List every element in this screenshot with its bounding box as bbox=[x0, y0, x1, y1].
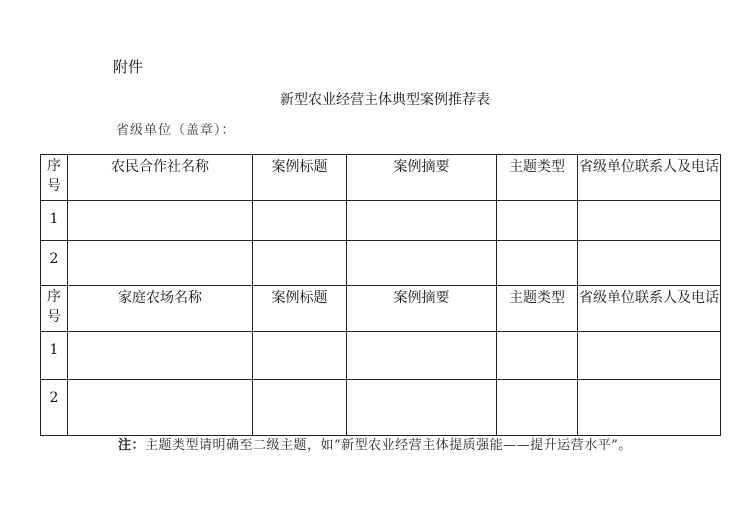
table-cell bbox=[68, 201, 253, 241]
table-cell bbox=[497, 241, 578, 286]
contact-header: 省级单位联系人及电话 bbox=[578, 286, 721, 332]
table-cell bbox=[68, 332, 253, 380]
table-cell bbox=[68, 380, 253, 436]
table-row bbox=[41, 241, 721, 286]
note-text: 主题类型请明确至二级主题，如“新型农业经营主体提质强能——提升运营水平”。 bbox=[145, 438, 632, 453]
row-number: 1 bbox=[41, 332, 68, 380]
table-row bbox=[41, 201, 721, 241]
case-title-header: 案例标题 bbox=[253, 155, 347, 201]
table-cell bbox=[253, 201, 347, 241]
case-summary-header: 案例摘要 bbox=[347, 155, 497, 201]
coop-name-header: 农民合作社名称 bbox=[68, 155, 253, 201]
row-number: 2 bbox=[41, 241, 68, 286]
table-cell bbox=[497, 332, 578, 380]
table-cell bbox=[347, 241, 497, 286]
document-title: 新型农业经营主体典型案例推荐表 bbox=[280, 92, 490, 108]
table-cell bbox=[497, 201, 578, 241]
table-cell bbox=[578, 201, 721, 241]
table-cell bbox=[347, 201, 497, 241]
table-cell bbox=[253, 332, 347, 380]
table-header-row bbox=[41, 155, 721, 201]
table-header-row bbox=[41, 286, 721, 332]
recommendation-table bbox=[40, 154, 721, 436]
table-cell bbox=[578, 241, 721, 286]
seq-header: 序号 bbox=[41, 286, 68, 332]
table-cell bbox=[347, 332, 497, 380]
farm-name-header: 家庭农场名称 bbox=[68, 286, 253, 332]
contact-header: 省级单位联系人及电话 bbox=[578, 155, 721, 201]
table-cell bbox=[497, 380, 578, 436]
table-cell bbox=[578, 332, 721, 380]
seq-header: 序号 bbox=[41, 155, 68, 201]
case-title-header: 案例标题 bbox=[253, 286, 347, 332]
table-cell bbox=[578, 380, 721, 436]
row-number: 1 bbox=[41, 201, 68, 241]
footnote bbox=[118, 436, 678, 455]
theme-type-header: 主题类型 bbox=[497, 155, 578, 201]
table-cell bbox=[253, 241, 347, 286]
attachment-label: 附件 bbox=[113, 58, 144, 76]
table-row bbox=[41, 380, 721, 436]
unit-line: 省级单位（盖章）： bbox=[116, 123, 236, 138]
table-row bbox=[41, 332, 721, 380]
note-label: 注： bbox=[118, 438, 146, 453]
table-cell bbox=[253, 380, 347, 436]
theme-type-header: 主题类型 bbox=[497, 286, 578, 332]
case-summary-header: 案例摘要 bbox=[347, 286, 497, 332]
table-cell bbox=[347, 380, 497, 436]
row-number: 2 bbox=[41, 380, 68, 436]
table-cell bbox=[68, 241, 253, 286]
